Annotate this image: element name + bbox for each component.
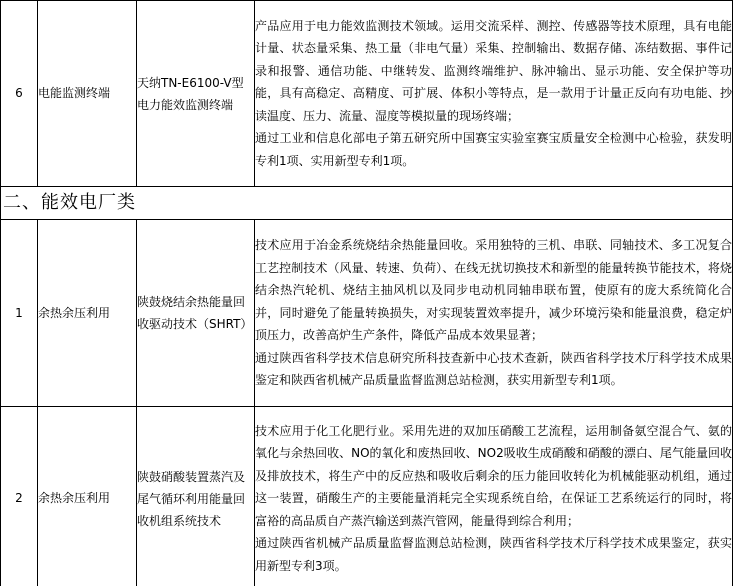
row-number: 2 — [1, 407, 38, 586]
category-cell: 余热余压利用 — [38, 220, 137, 407]
technology-name: 天纳TN-E6100-V型电力能效监测终端 — [137, 75, 244, 112]
description-paragraph: 产品应用于电力能效监测技术领域。运用交流采样、测控、传感器等技术原理，具有电能计量、状态量采集、热工量（非电气量）采集、控制输出、数据存储、冻结数据、事件记录和报警、通信功能、中继转发、监测终端维护、脉冲输出、显示功能、安全保护等功能，具有高稳定、高精度、可扩展、体积小等特点，是一款用于计量正反向有功电能、抄读温度、压力、流量、湿度等模拟量的现场终端； — [255, 18, 732, 123]
technology-name-cell — [137, 407, 255, 586]
category-cell: 电能监测终端 — [38, 1, 137, 187]
description-cell — [255, 1, 733, 187]
certification-paragraph: 通过陕西省机械产品质量监督监测总站检测，陕西省科学技术厅科学技术成果鉴定，获实用新型专利3项。 — [255, 536, 732, 573]
description-cell — [255, 220, 733, 407]
certification-paragraph: 通过陕西省科学技术信息研究所科技查新中心技术查新，陕西省科学技术厅科学技术成果鉴定和陕西省机械产品质量监督监测总站检测，获实用新型专利1项。 — [255, 350, 732, 388]
technology-name-cell — [137, 1, 255, 187]
section-title: 二、能效电厂类 — [1, 187, 733, 220]
row-number: 1 — [1, 220, 38, 407]
technology-name: 陕鼓硝酸装置蒸汽及尾气循环利用能量回收机组系统技术 — [137, 469, 246, 528]
technology-name: 陕鼓烧结余热能量回收驱动技术（SHRT） — [137, 295, 253, 331]
description-paragraph: 技术应用于化工化肥行业。采用先进的双加压硝酸工艺流程，运用制备氨空混合气、氨的氧化与余热回收、NO的氧化和废热回收、NO2吸收生成硝酸和硝酸的漂白、尾气能量回收及排放技术，将生产中的反应热和吸收后剩余的压力能回收转化为机械能驱动机组，通过这一装置，硝酸生产的主要能量消耗完全实现系统自给，在保证工艺系统运行的同时，将富裕的高品质自产蒸汽输送到蒸汽管网，能量得到综合利用； — [255, 423, 732, 528]
certification-paragraph: 通过工业和信息化部电子第五研究所中国赛宝实验室赛宝质量安全检测中心检验，获发明专利1项、实用新型专利1项。 — [255, 131, 732, 168]
table-row — [1, 407, 733, 586]
description-paragraph: 技术应用于冶金系统烧结余热能量回收。采用独特的三机、串联、同轴技术、多工况复合工艺控制技术（风量、转速、负荷）、在线无扰切换技术和新型的能量转换节能技术，将烧结余热汽轮机、烧结主抽风机以及同步电动机同轴串联布置，使原有的庞大系统简化合并，同时避免了能量转换损失，对实现装置效率提升，减少环境污染和能量浪费，稳定炉顶压力，改善高炉生产条件，降低产品成本效果显著； — [255, 238, 732, 343]
technology-name-cell — [137, 220, 255, 407]
description-cell — [255, 407, 733, 586]
table-row — [1, 1, 733, 187]
row-number: 6 — [1, 1, 38, 187]
category-cell: 余热余压利用 — [38, 407, 137, 586]
section-header-row — [1, 187, 733, 220]
table-row — [1, 220, 733, 407]
